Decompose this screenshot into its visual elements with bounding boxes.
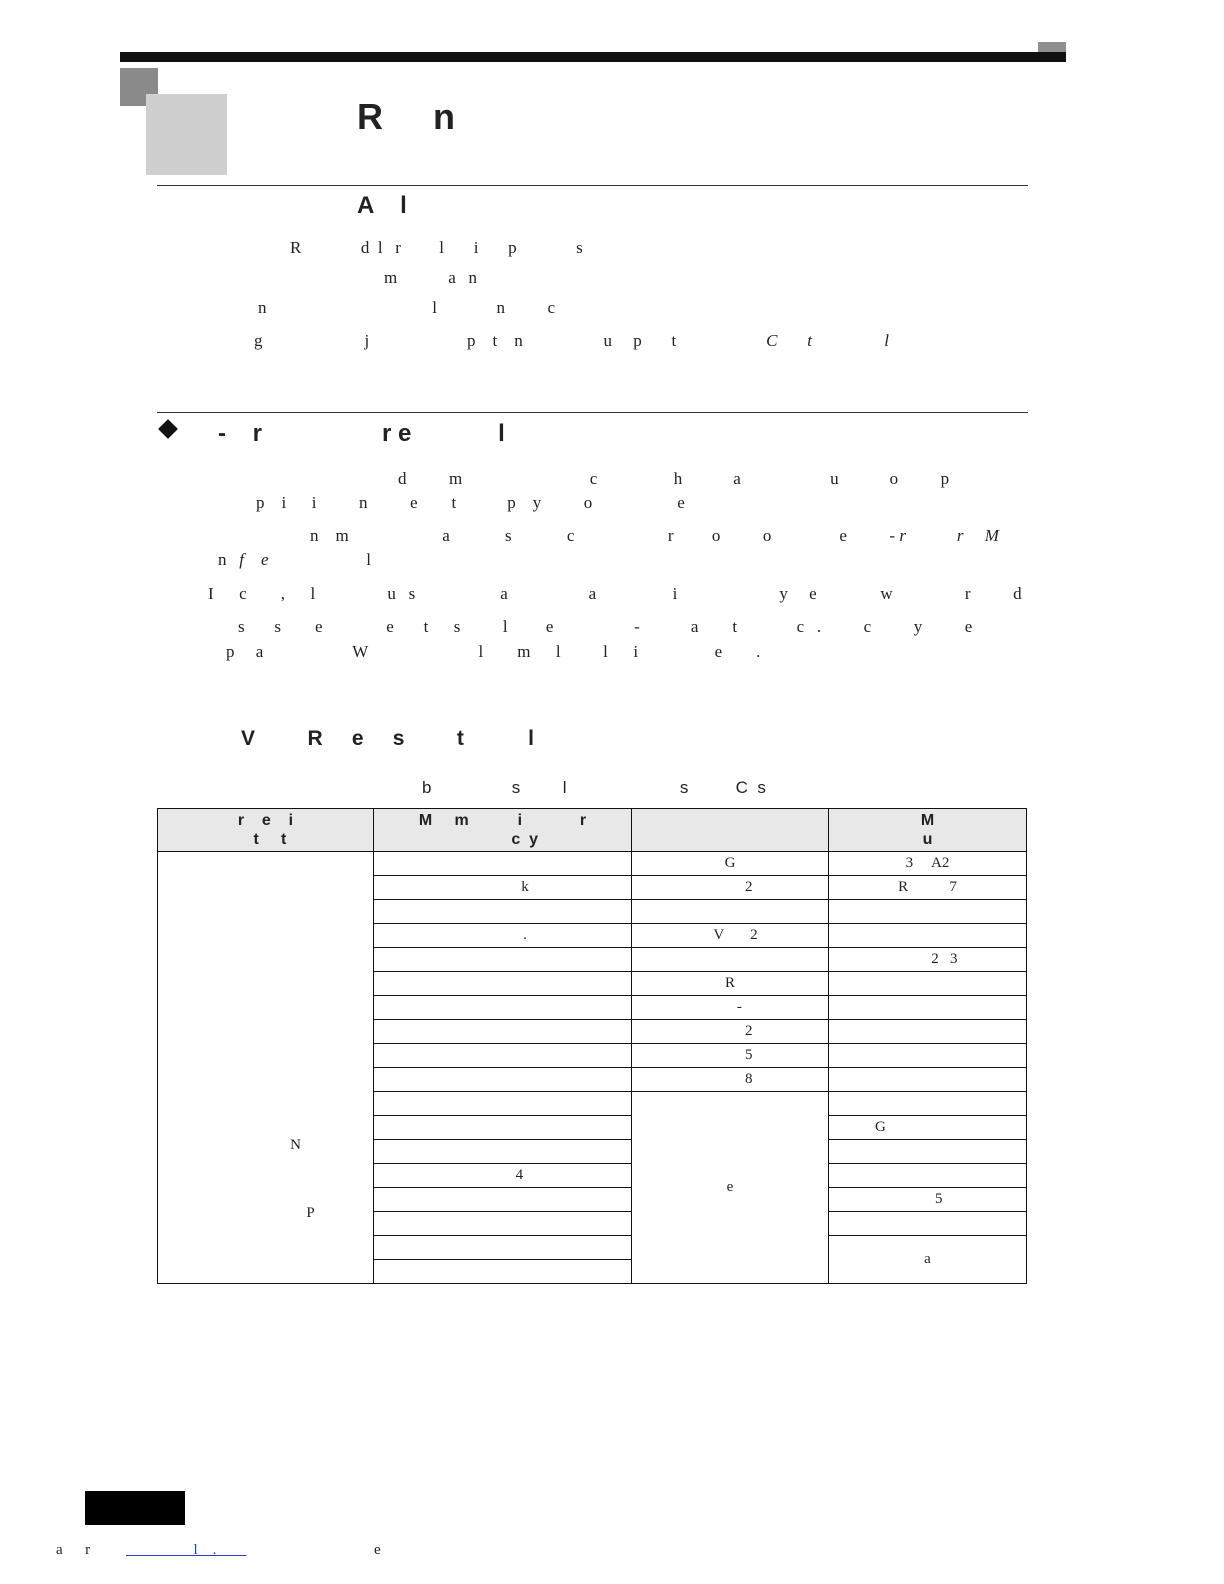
table-cell [374, 972, 632, 996]
table-cell [374, 1020, 632, 1044]
table-cell [374, 1068, 632, 1092]
table-cell: a [829, 1236, 1027, 1284]
body-line: d m c h a u o p [398, 469, 950, 488]
table-cell [374, 1044, 632, 1068]
body-line: p i i n e t p y o e [256, 493, 685, 512]
table-cell [829, 1068, 1027, 1092]
italic-term: C t l [766, 331, 889, 350]
section-divider [157, 185, 1028, 186]
table-cell: R 7 [829, 876, 1027, 900]
table-cell: 5 [632, 1044, 829, 1068]
table-cell: R [632, 972, 829, 996]
table-cell: 2 [632, 876, 829, 900]
section-heading: - r r e l [218, 420, 505, 447]
body-line: g j p t n u p t C t l [254, 331, 889, 350]
table-cell [829, 1044, 1027, 1068]
table-cell [374, 948, 632, 972]
section-divider [157, 412, 1028, 413]
table-cell: - [632, 996, 829, 1020]
body-line: I c , l u s a a i y e w r d [208, 584, 1022, 603]
table-cell [632, 948, 829, 972]
table-cell: 2 [632, 1020, 829, 1044]
table-cell [829, 924, 1027, 948]
table-cell [829, 1140, 1027, 1164]
table-cell: G [632, 852, 829, 876]
table-cell [374, 1140, 632, 1164]
body-line: R d l r l i p s [290, 238, 583, 257]
table-cell [829, 1020, 1027, 1044]
table-cell: k [374, 876, 632, 900]
body-line: m a n [384, 268, 478, 287]
table-cell: 4 [374, 1164, 632, 1188]
page-title: R n [357, 96, 457, 137]
table-cell [829, 1164, 1027, 1188]
table-cell [632, 900, 829, 924]
italic-term: r r M [895, 526, 999, 545]
column-header: r e i t t [158, 809, 374, 852]
table-cell [374, 1212, 632, 1236]
table-cell [374, 1092, 632, 1116]
footer-link[interactable]: l . [126, 1542, 247, 1558]
italic-term: f e [239, 550, 269, 569]
table-cell [829, 900, 1027, 924]
table-cell [829, 996, 1027, 1020]
footer-text: e [374, 1542, 381, 1558]
table-cell [829, 1092, 1027, 1116]
table-cell [374, 1260, 632, 1284]
table-row [158, 852, 1027, 876]
table-cell: 3 A2 [829, 852, 1027, 876]
top-rule-bar [120, 52, 1066, 62]
body-line: n m a s c r o o e - r r M [310, 526, 999, 545]
table-cell [374, 1188, 632, 1212]
chapter-marker-light [146, 94, 227, 175]
table-cell [374, 1116, 632, 1140]
column-header: M m i r c y [374, 809, 632, 852]
body-line: s s e e t s l e - a t c . c y e [238, 617, 973, 636]
table-cell [374, 1236, 632, 1260]
table-cell: V 2 [632, 924, 829, 948]
body-line: n f e l [218, 550, 372, 569]
spec-table [157, 808, 1027, 1284]
table-cell: G [829, 1116, 1027, 1140]
footer-text: a r [56, 1542, 91, 1558]
table-section-heading: V R e s t l [241, 727, 534, 750]
section-heading: A l [357, 192, 407, 219]
body-line: n l n c [258, 298, 556, 317]
table-cell [374, 996, 632, 1020]
table-cell [374, 900, 632, 924]
top-corner-block [1038, 42, 1066, 52]
table-cell-category: N P [158, 852, 374, 1284]
table-cell: 2 3 [829, 948, 1027, 972]
table-cell [829, 1212, 1027, 1236]
body-line: p a W l m l l i e . [226, 642, 761, 661]
table-cell [829, 972, 1027, 996]
table-cell: 5 [829, 1188, 1027, 1212]
table-cell-merged: e [632, 1092, 829, 1284]
table-caption: b s l s C s [422, 778, 766, 797]
column-header [632, 809, 829, 852]
diamond-bullet-icon [158, 419, 178, 439]
table-header-row [158, 809, 1027, 852]
table-cell [374, 852, 632, 876]
table-cell: . [374, 924, 632, 948]
column-header: M u [829, 809, 1027, 852]
table-cell: 8 [632, 1068, 829, 1092]
page-number-block [85, 1491, 185, 1525]
